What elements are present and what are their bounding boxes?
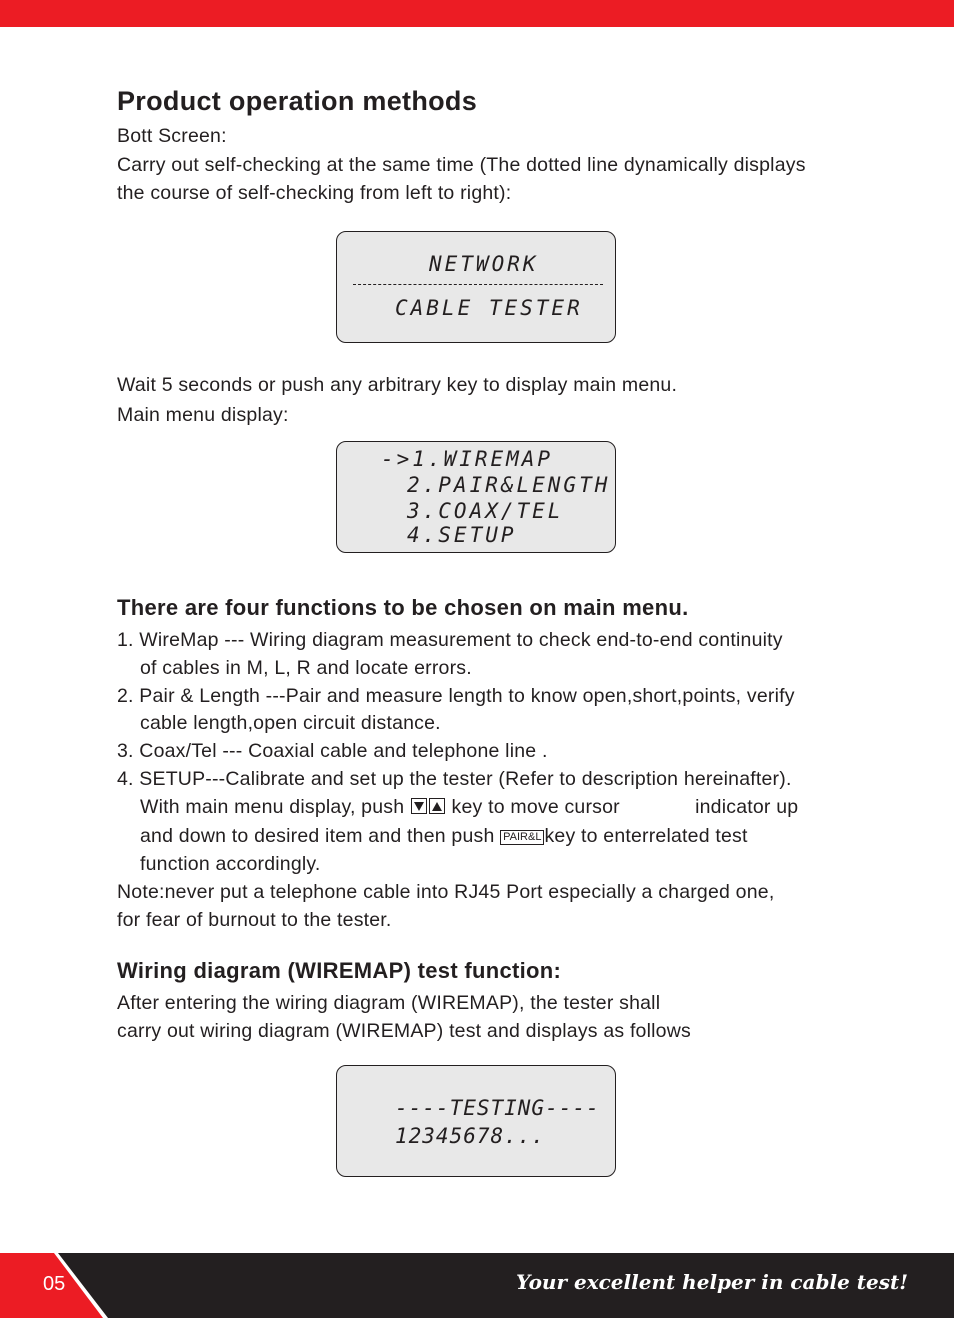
page-title: Product operation methods xyxy=(117,86,478,116)
lcd-progress-numbers: 12345678... xyxy=(395,1124,546,1148)
lcd-menu-item: 3.COAX/TEL xyxy=(407,499,564,523)
up-arrow-key-icon xyxy=(429,798,445,814)
lcd-cable-tester-text: CABLE TESTER xyxy=(395,296,583,320)
function-item-pair-length-cont: cable length,open circuit distance. xyxy=(140,712,441,734)
page-number: 05 xyxy=(43,1273,66,1295)
wiremap-description-line2: carry out wiring diagram (WIREMAP) test and displays as follows xyxy=(117,1020,691,1042)
lcd-progress-dotted-line xyxy=(353,284,603,285)
top-accent-bar xyxy=(0,0,954,27)
boot-description-line2: the course of self-checking from left to right): xyxy=(117,182,512,204)
nav-text: key to move cursor xyxy=(451,796,620,818)
nav-text: indicator up xyxy=(695,796,799,818)
pair-length-key-icon: PAIR&L xyxy=(500,830,544,845)
wiremap-description-line1: After entering the wiring diagram (WIREMAP), the tester shall xyxy=(117,992,661,1014)
function-item-coax-tel: 3. Coax/Tel --- Coaxial cable and telephone line . xyxy=(117,740,548,762)
lcd-menu-item: ->1.WIREMAP xyxy=(381,447,554,471)
function-item-wiremap: 1. WireMap --- Wiring diagram measurement to check end-to-end continuity xyxy=(117,629,783,651)
testing-lcd-display xyxy=(336,1065,616,1177)
navigation-instruction-line1 xyxy=(117,793,798,821)
function-item-pair-length: 2. Pair & Length ---Pair and measure length to know open,short,points, verify xyxy=(117,685,795,707)
boot-screen-label: Bott Screen: xyxy=(117,125,227,147)
function-item-setup: 4. SETUP---Calibrate and set up the tester (Refer to description hereinafter). xyxy=(117,768,792,790)
note-line1: Note:never put a telephone cable into RJ45 Port especially a charged one, xyxy=(117,881,775,903)
note-line2: for fear of burnout to the tester. xyxy=(117,909,392,931)
lcd-testing-text: ----TESTING---- xyxy=(395,1096,600,1120)
navigation-instruction-line2 xyxy=(117,822,748,850)
wait-instruction: Wait 5 seconds or push any arbitrary key to display main menu. xyxy=(117,374,678,396)
lcd-network-text: NETWORK xyxy=(429,252,539,276)
boot-description-line1: Carry out self-checking at the same time (The dotted line dynamically displays xyxy=(117,154,806,176)
footer-tagline: Your excellent helper in cable test! xyxy=(516,1270,908,1294)
function-item-wiremap-cont: of cables in M, L, R and locate errors. xyxy=(140,657,472,679)
main-menu-label: Main menu display: xyxy=(117,404,289,426)
nav-text: With main menu display, push xyxy=(140,796,405,818)
nav-text: key to enterrelated test xyxy=(544,825,748,847)
navigation-instruction-line3: function accordingly. xyxy=(140,853,321,875)
lcd-menu-item: 4.SETUP xyxy=(407,523,517,547)
nav-text: and down to desired item and then push xyxy=(140,825,495,847)
lcd-menu-item: 2.PAIR&LENGTH xyxy=(407,473,611,497)
boot-lcd-display xyxy=(336,231,616,343)
main-menu-lcd-display xyxy=(336,441,616,553)
wiremap-heading: Wiring diagram (WIREMAP) test function: xyxy=(117,958,562,983)
functions-heading: There are four functions to be chosen on main menu. xyxy=(117,595,689,620)
down-arrow-key-icon xyxy=(411,798,427,814)
